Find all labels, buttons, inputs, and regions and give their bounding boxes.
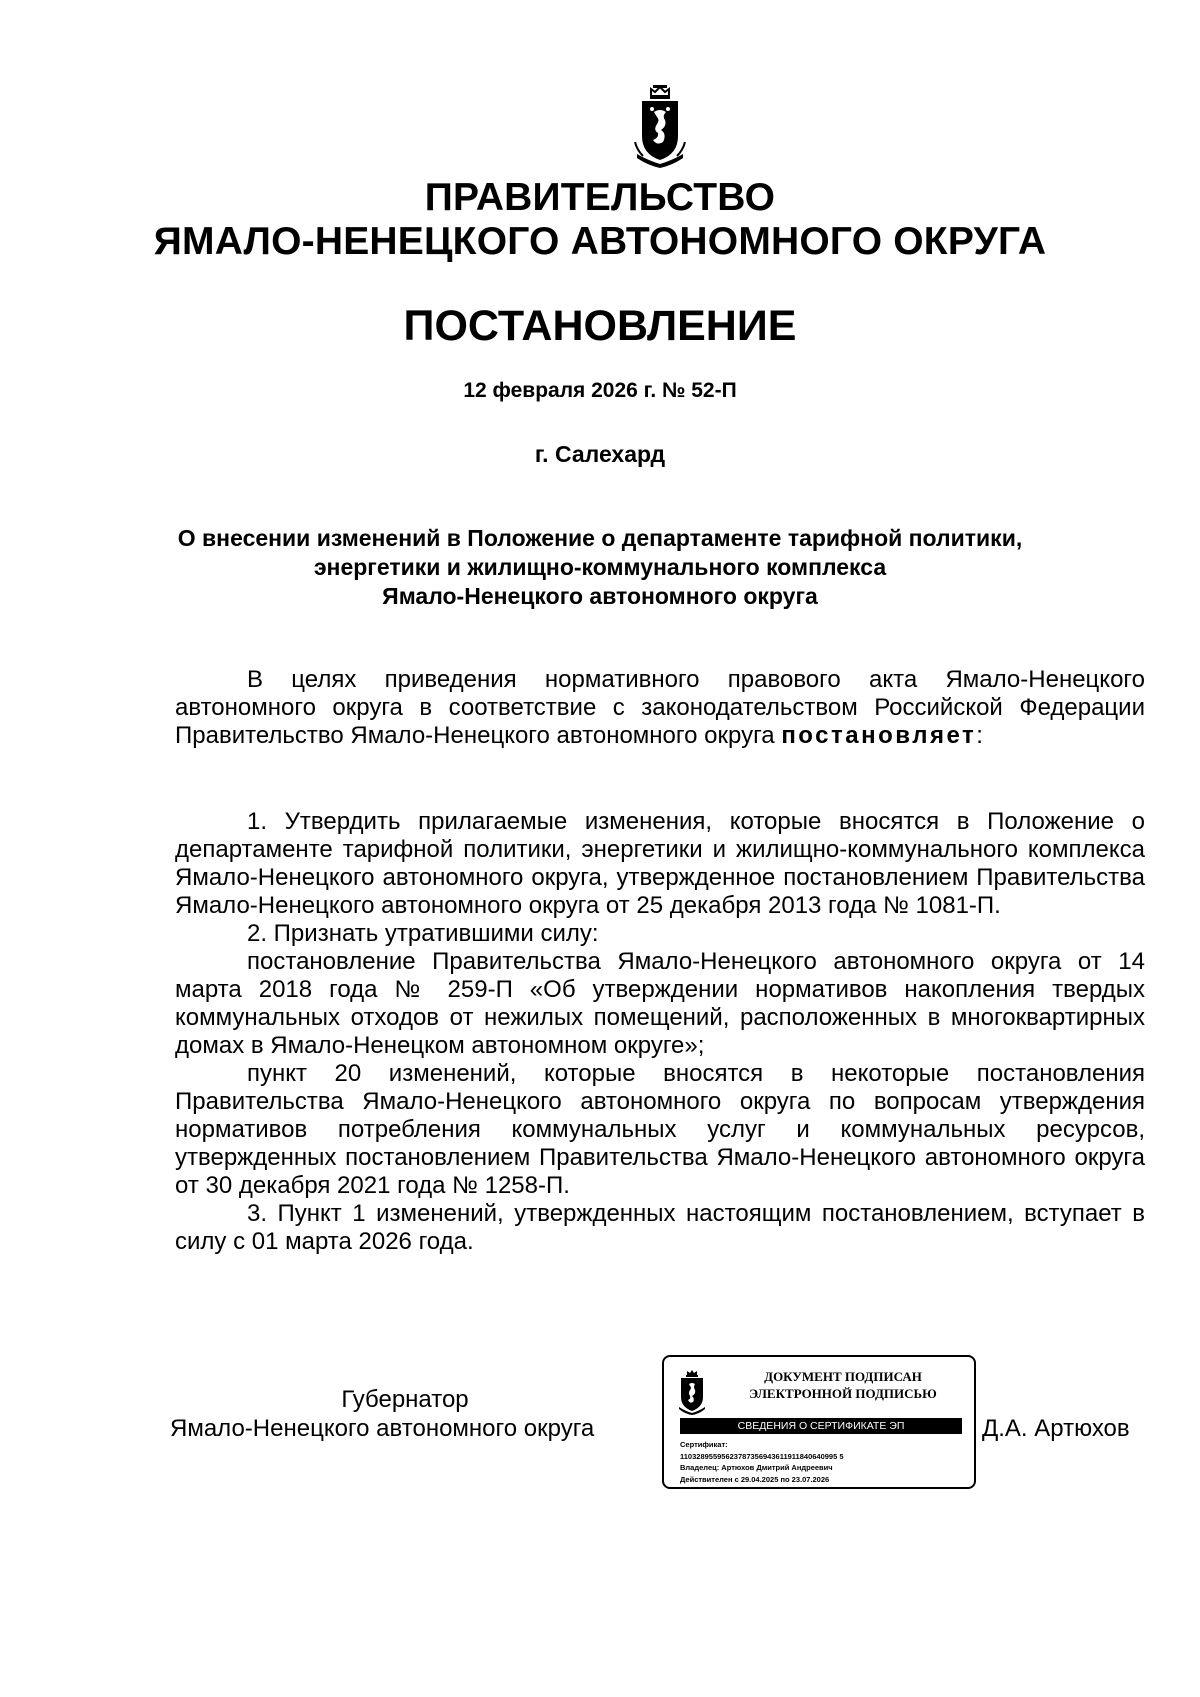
government-title-line1: ПРАВИТЕЛЬСТВО: [424, 176, 776, 219]
electronic-signature-stamp: [662, 1355, 976, 1489]
subject-line-1: О внесении изменений в Положение о департаменте тарифной политики,: [177, 525, 1023, 551]
signatory-block: [170, 1385, 640, 1443]
item-2-sub-1-paragraph: постановление Правительства Ямало-Ненецкого автономного округа от 14 марта 2018 года № 259-П «Об утверждении нормативов накопления твердых коммунальных отходов от нежилых помещений, расположенных в многоквартирных домах в Ямало-Ненецком автономном округе»;: [175, 948, 1145, 1059]
item-3-paragraph: 3. Пункт 1 изменений, утвержденных настоящим постановлением, вступает в силу с 01 марта 2026 года.: [175, 1200, 1145, 1255]
decree-word: постановляет: [781, 722, 977, 749]
document-subject: [160, 524, 1040, 611]
stamp-title: [714, 1368, 972, 1402]
subject-line-3: Ямало-Ненецкого автономного округа: [382, 583, 818, 609]
certificate-details: [680, 1439, 970, 1485]
subject-line-2: энергетики и жилищно-коммунального комплекса: [313, 554, 887, 580]
item-1-paragraph: 1. Утвердить прилагаемые изменения, которые вносятся в Положение о департаменте тарифной политики, энергетики и жилищно-коммунального комплекса Ямало-Ненецкого автономного округа, утвержденное постановлением Правительства Ямало-Ненецкого автономного округа от 25 декабря 2013 года № 1081-П.: [175, 808, 1145, 919]
stamp-emblem-icon: [678, 1369, 706, 1415]
certificate-info-bar: СВЕДЕНИЯ О СЕРТИФИКАТЕ ЭП: [680, 1418, 962, 1434]
signatory-role: Губернатор: [341, 1386, 469, 1413]
document-type-heading: ПОСТАНОВЛЕНИЕ: [403, 302, 797, 350]
decree-items-block: [175, 808, 1145, 1256]
certificate-validity: Действителен с 29.04.2025 по 23.07.2026: [680, 1474, 830, 1484]
document-date-number: 12 февраля 2026 г. № 52-П: [463, 379, 737, 402]
government-title-line2: ЯМАЛО-НЕНЕЦКОГО АВТОНОМНОГО ОКРУГА: [153, 220, 1047, 263]
decree-colon: :: [976, 722, 983, 749]
preamble-block: [175, 666, 1145, 750]
item-2-paragraph: 2. Признать утратившими силу:: [247, 920, 599, 947]
preamble-text: В целях приведения нормативного правового акта Ямало-Ненецкого автономного округа в соответствие с законодательством Российской Федерации Правительство Ямало-Ненецкого автономного округа: [175, 666, 1145, 749]
preamble-paragraph: [175, 666, 1145, 750]
coat-of-arms-emblem: [633, 84, 687, 170]
stamp-title-line1: ДОКУМЕНТ ПОДПИСАН: [764, 1369, 922, 1384]
stamp-title-line2: ЭЛЕКТРОННОЙ ПОДПИСЬЮ: [749, 1386, 937, 1401]
document-city: г. Салехард: [534, 441, 666, 467]
certificate-owner: Владелец: Артюхов Дмитрий Андреевич: [680, 1463, 833, 1472]
signatory-name: Д.А. Артюхов: [982, 1415, 1130, 1442]
certificate-number: 11032895595623787356943611911840640995 5: [680, 1451, 844, 1461]
certificate-label: Сертификат:: [680, 1440, 728, 1449]
item-2-sub-2-paragraph: пункт 20 изменений, которые вносятся в некоторые постановления Правительства Ямало-Ненецкого автономного округа по вопросам утверждения нормативов потребления коммунальных услуг и коммунальных ресурсов, утвержденных постановлением Правительства Ямало-Ненецкого автономного округа от 30 декабря 2021 года № 1258-П.: [175, 1060, 1145, 1199]
signatory-region: Ямало-Ненецкого автономного округа: [170, 1415, 595, 1442]
